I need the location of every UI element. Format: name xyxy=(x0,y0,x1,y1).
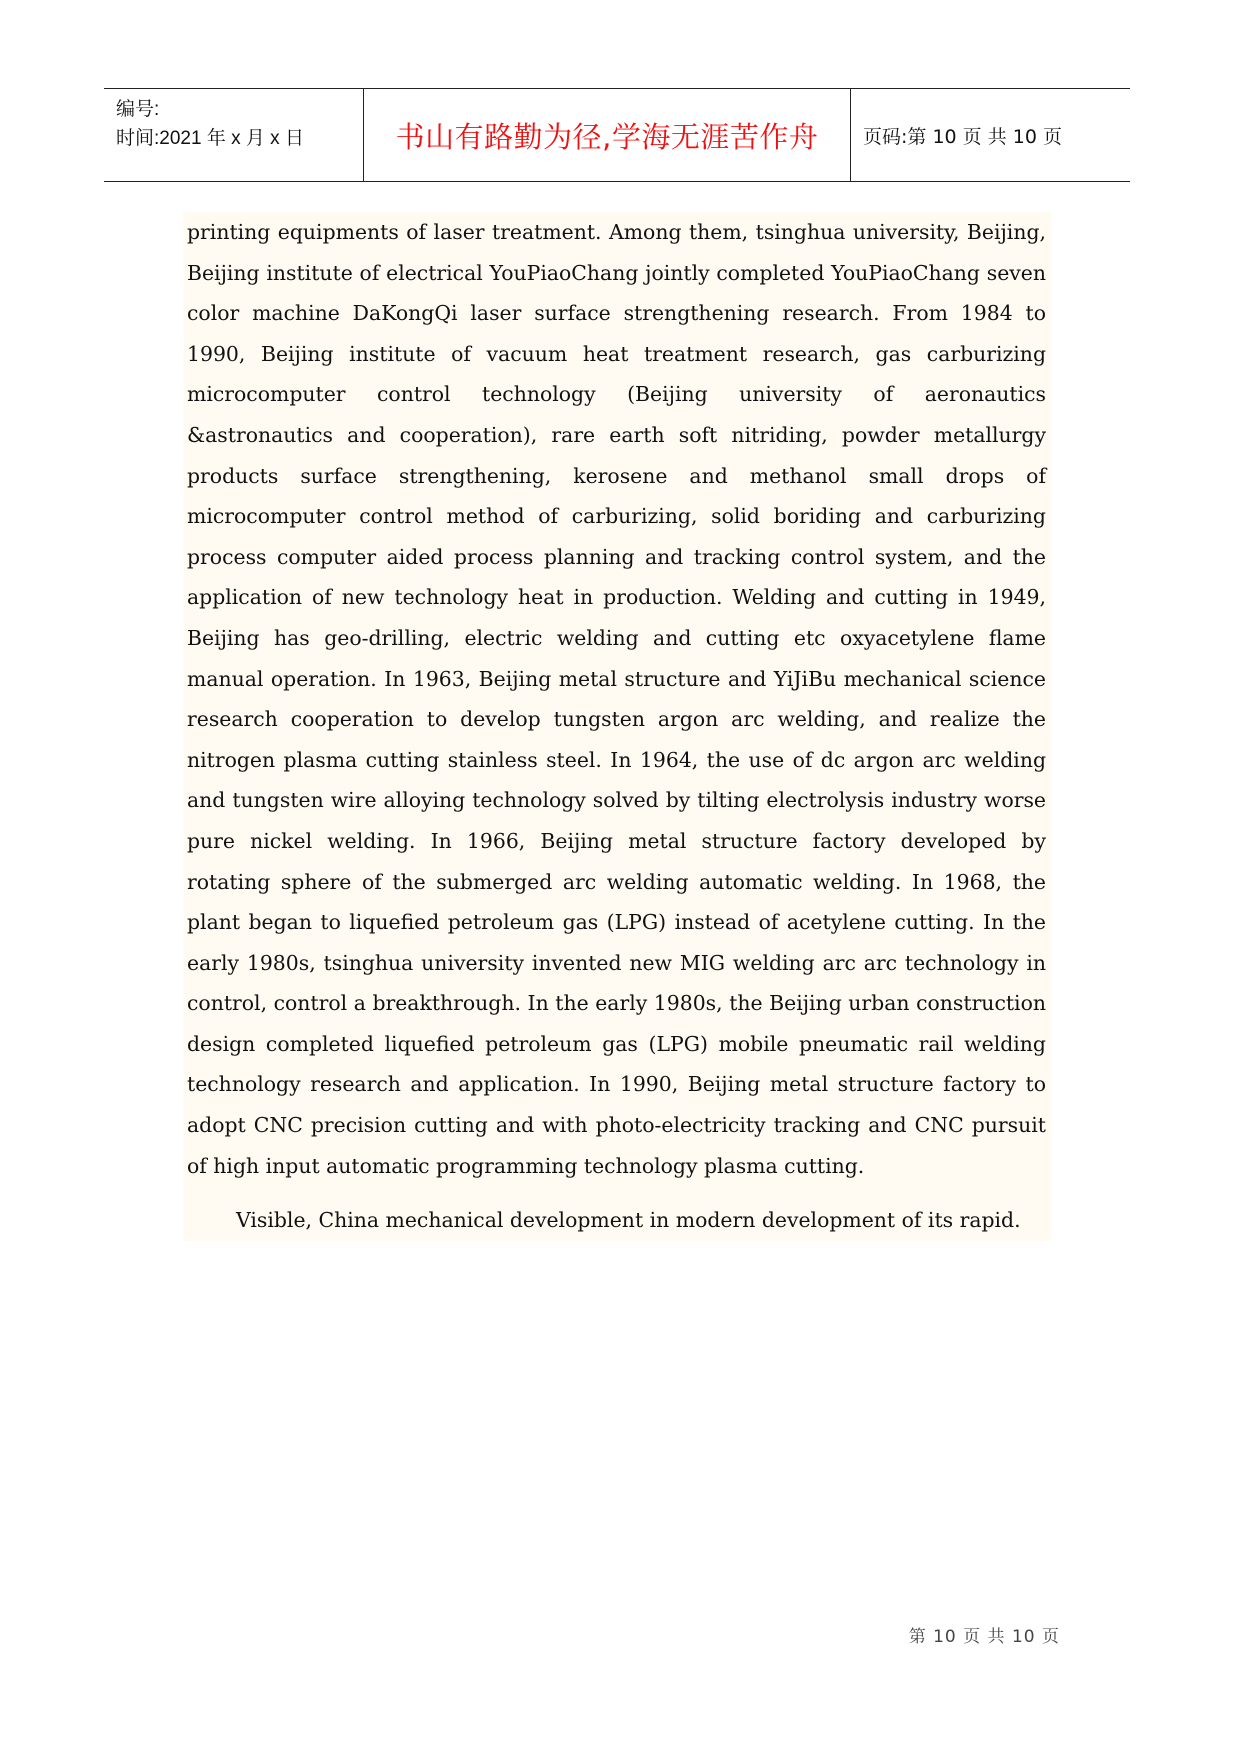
page-info: 页码:第 10 页 共 10 页 xyxy=(863,125,1062,148)
body-paragraph: printing equipments of laser treatment. Among them, tsinghua university, Beijing, Beijing institute of electrical YouPiaoChang jointly completed YouPiaoChang seven color machine DaKongQi laser surface strengthening research. From 1984 to 1990, Beijing institute of vacuum heat treatment research, gas carburizing microcomputer control technology (Beijing university of aeronautics &astronautics and cooperation), rare earth soft nitriding, powder metallurgy products surface strengthening, kerosene and methanol small drops of microcomputer control method of carburizing, solid boriding and carburizing process computer aided process planning and tracking control system, and the application of new technology heat in production. Welding and cutting in 1949, Beijing has geo-drilling, electric welding and cutting etc oxyacetylene flame manual operation. In 1963, Beijing metal structure and YiJiBu mechanical science research cooperation to develop tungsten argon arc welding, and realize the nitrogen plasma cutting stainless steel. In 1964, the use of dc argon arc welding and tungsten wire alloying technology solved by tilting electrolysis industry worse pure nickel welding. In 1966, Beijing metal structure factory developed by rotating sphere of the submerged arc welding automatic welding. In 1968, the plant began to liquefied petroleum gas (LPG) instead of acetylene cutting. In the early 1980s, tsinghua university invented new MIG welding arc arc technology in control, control a breakthrough. In the early 1980s, the Beijing urban construction design completed liquefied petroleum gas (LPG) mobile pneumatic rail welding technology research and application. In 1990, Beijing metal structure factory to adopt CNC precision cutting and with photo-electricity tracking and CNC pursuit of high input automatic programming technology plasma cutting. xyxy=(187,220,1046,1178)
serial-number-label: 编号: xyxy=(116,99,160,120)
date-label: 时间:2021 年 x 月 x 日 xyxy=(116,128,304,149)
header-meta-cell xyxy=(104,89,364,181)
motto-text: 书山有路勤为径,学海无涯苦作舟 xyxy=(395,119,819,154)
header-motto-cell xyxy=(364,89,851,181)
body-paragraph: Visible, China mechanical development in modern development of its rapid. xyxy=(236,1208,1021,1233)
document-header xyxy=(104,88,1130,182)
header-page-cell xyxy=(851,89,1130,181)
document-body xyxy=(183,212,1051,1241)
page-footer: 第 10 页 共 10 页 xyxy=(908,1627,1060,1647)
